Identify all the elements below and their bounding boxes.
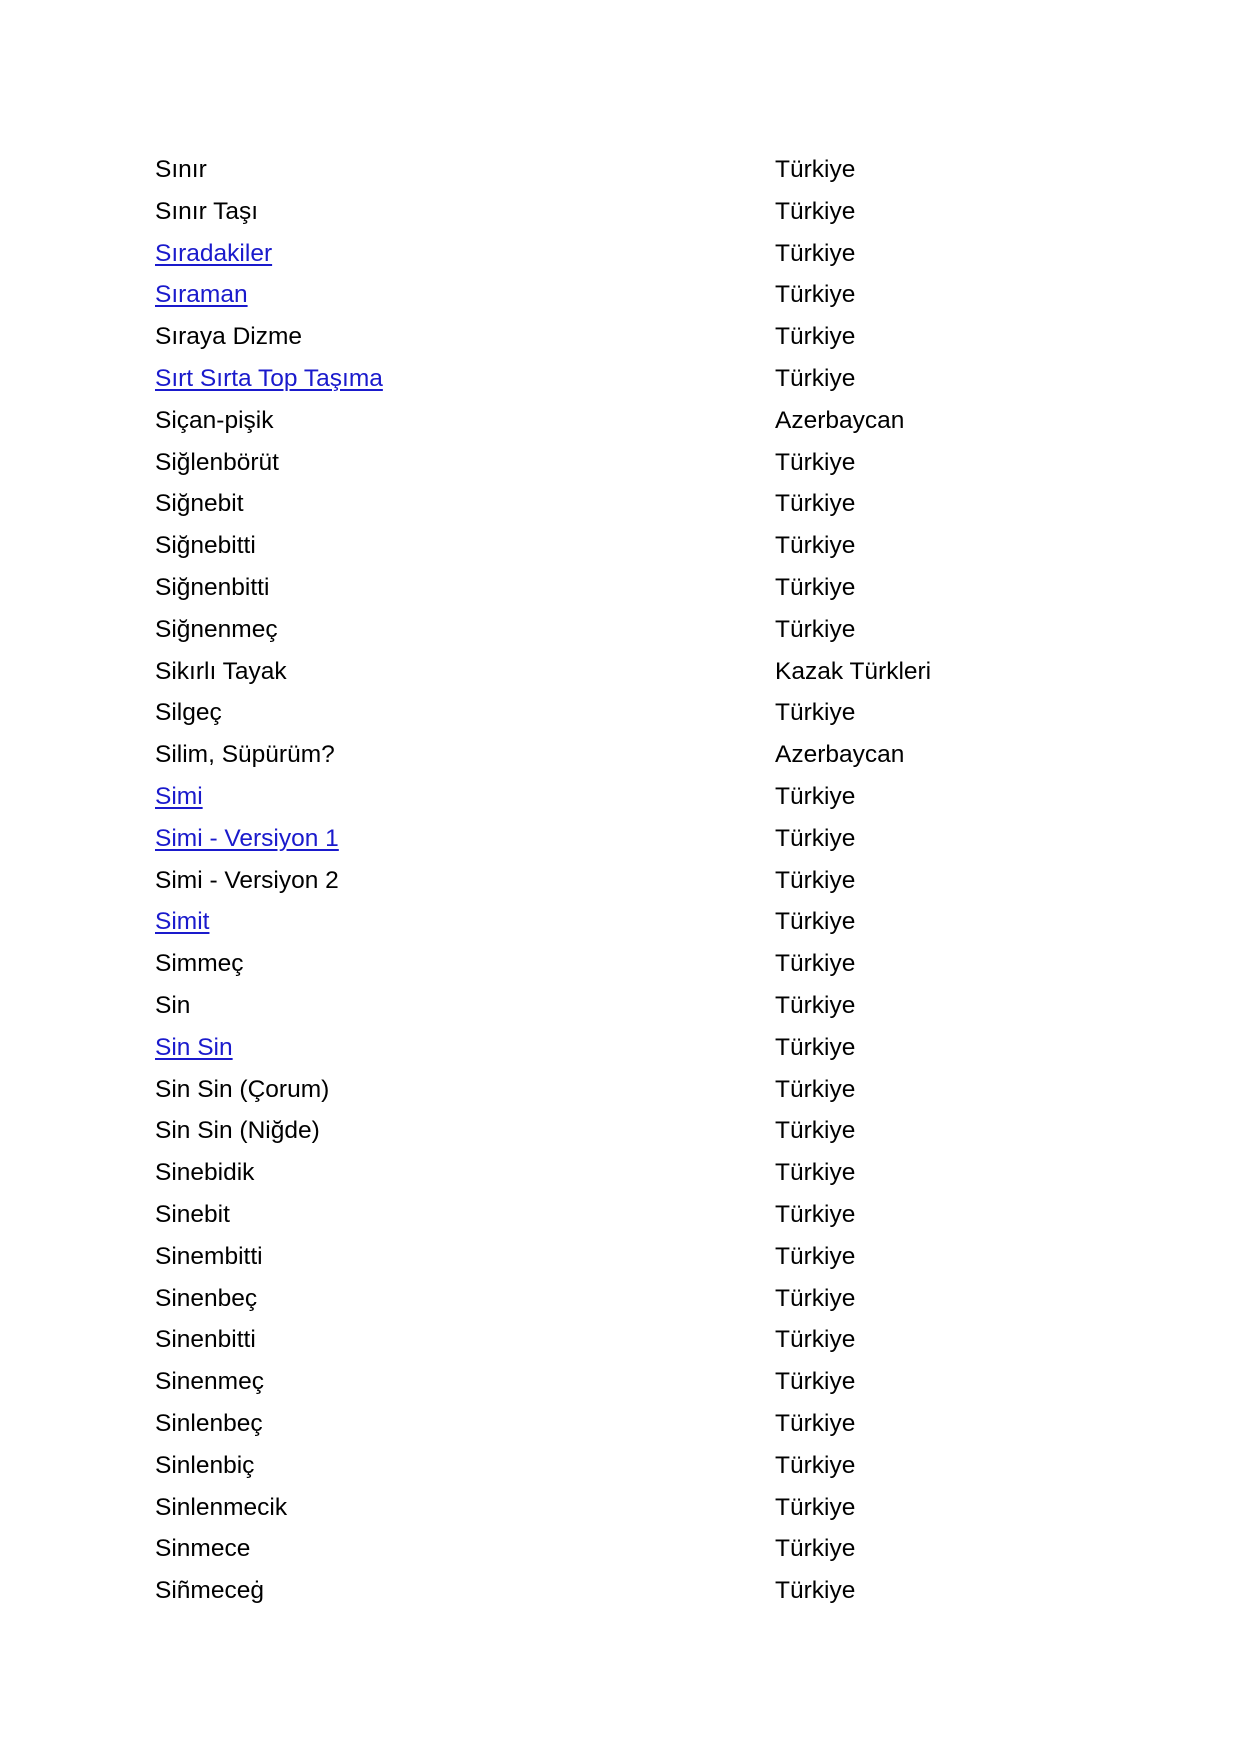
- game-name: Siğlenbörüt: [155, 448, 279, 476]
- game-name: Sin Sin (Niğde): [155, 1117, 320, 1145]
- list-item: [155, 609, 1055, 651]
- country: Türkiye: [775, 1033, 856, 1061]
- game-name: Sinlenbeç: [155, 1409, 263, 1437]
- country: Türkiye: [775, 1159, 856, 1187]
- list-item: [155, 943, 1055, 985]
- list-item: [155, 400, 1055, 442]
- country: Türkiye: [775, 1493, 856, 1521]
- list-item: [155, 776, 1055, 818]
- game-name: Siğnebitti: [155, 532, 256, 560]
- game-name: Sin: [155, 991, 191, 1019]
- list-item: [155, 692, 1055, 734]
- game-name: Sinebidik: [155, 1159, 255, 1187]
- country: Türkiye: [775, 1451, 856, 1479]
- list-item: [155, 1403, 1055, 1445]
- list-item: [155, 1027, 1055, 1069]
- list-item: [155, 1319, 1055, 1361]
- list-item: [155, 1152, 1055, 1194]
- game-name-link[interactable]: Sin Sin: [155, 1033, 233, 1061]
- list-item: [155, 734, 1055, 776]
- list-item: [155, 567, 1055, 609]
- country: Türkiye: [775, 699, 856, 727]
- country: Türkiye: [775, 1200, 856, 1228]
- game-name: Sınır Taşı: [155, 197, 259, 225]
- game-name: Sinembitti: [155, 1242, 263, 1270]
- country: Türkiye: [775, 364, 856, 392]
- country: Türkiye: [775, 1117, 856, 1145]
- country: Türkiye: [775, 1577, 856, 1605]
- country: Türkiye: [775, 1326, 856, 1354]
- country: Türkiye: [775, 866, 856, 894]
- game-name-link[interactable]: Sıraman: [155, 281, 248, 309]
- list-item: [155, 1487, 1055, 1529]
- game-name: Sikırlı Tayak: [155, 657, 287, 685]
- game-name: Silim, Süpürüm?: [155, 741, 335, 769]
- game-name: Simmeç: [155, 950, 244, 978]
- country: Türkiye: [775, 950, 856, 978]
- list-item: [155, 1278, 1055, 1320]
- game-name: Silgeç: [155, 699, 222, 727]
- game-name: Siğnebit: [155, 490, 244, 518]
- list-item: [155, 1236, 1055, 1278]
- game-name: Sinlenmecik: [155, 1493, 288, 1521]
- game-name-link[interactable]: Sıradakiler: [155, 239, 273, 267]
- game-name: Simi - Versiyon 2: [155, 866, 339, 894]
- list-item: [155, 1528, 1055, 1570]
- country: Türkiye: [775, 615, 856, 643]
- game-name-link[interactable]: Sırt Sırta Top Taşıma: [155, 364, 383, 392]
- list-item: [155, 860, 1055, 902]
- list-item: [155, 818, 1055, 860]
- game-name: Siğnenbitti: [155, 573, 270, 601]
- game-name: Sıraya Dizme: [155, 323, 303, 351]
- country: Türkiye: [775, 156, 856, 183]
- country: Türkiye: [775, 197, 856, 225]
- game-name: Sinmece: [155, 1535, 251, 1563]
- country: Türkiye: [775, 908, 856, 936]
- list-item: [155, 149, 1055, 191]
- country: Türkiye: [775, 323, 856, 351]
- list-item: [155, 651, 1055, 693]
- list-item: [155, 525, 1055, 567]
- list-item: [155, 442, 1055, 484]
- list-item: [155, 191, 1055, 233]
- country: Türkiye: [775, 281, 856, 309]
- game-name: Sinlenbiç: [155, 1451, 255, 1479]
- country: Türkiye: [775, 490, 856, 518]
- list-item: [155, 901, 1055, 943]
- country: Türkiye: [775, 991, 856, 1019]
- country: Türkiye: [775, 824, 856, 852]
- list-item: [155, 483, 1055, 525]
- list-item: [155, 274, 1055, 316]
- game-name: Sinebit: [155, 1200, 230, 1228]
- list-item: [155, 1069, 1055, 1111]
- game-name: Sinenmeç: [155, 1368, 264, 1396]
- country: Türkiye: [775, 239, 856, 267]
- country: Azerbaycan: [775, 406, 905, 434]
- country: Türkiye: [775, 1242, 856, 1270]
- game-name: Sinenbeç: [155, 1284, 258, 1312]
- country: Kazak Türkleri: [775, 657, 932, 685]
- game-name: Sin Sin (Çorum): [155, 1075, 330, 1103]
- list-item: [155, 985, 1055, 1027]
- country: Türkiye: [775, 573, 856, 601]
- list-item: [155, 358, 1055, 400]
- game-name: Siçan-pişik: [155, 406, 274, 434]
- game-name-link[interactable]: Simi: [155, 782, 203, 810]
- country: Türkiye: [775, 1535, 856, 1563]
- country: Türkiye: [775, 1368, 856, 1396]
- game-name: Sinenbitti: [155, 1326, 256, 1354]
- country: Azerbaycan: [775, 741, 905, 769]
- list-item: [155, 1445, 1055, 1487]
- game-name: Sınır: [155, 156, 207, 183]
- game-list: [155, 149, 1055, 1612]
- game-name-link[interactable]: Simit: [155, 908, 210, 936]
- list-item: [155, 316, 1055, 358]
- list-item: [155, 1361, 1055, 1403]
- country: Türkiye: [775, 532, 856, 560]
- game-name-link[interactable]: Simi - Versiyon 1: [155, 824, 339, 852]
- country: Türkiye: [775, 1075, 856, 1103]
- list-item: [155, 1110, 1055, 1152]
- list-item: [155, 1194, 1055, 1236]
- country: Türkiye: [775, 1284, 856, 1312]
- list-item: [155, 1570, 1055, 1612]
- country: Türkiye: [775, 782, 856, 810]
- list-item: [155, 233, 1055, 275]
- country: Türkiye: [775, 1409, 856, 1437]
- country: Türkiye: [775, 448, 856, 476]
- game-name: Siğnenmeç: [155, 615, 278, 643]
- game-name: Siñmeceġ: [155, 1577, 264, 1605]
